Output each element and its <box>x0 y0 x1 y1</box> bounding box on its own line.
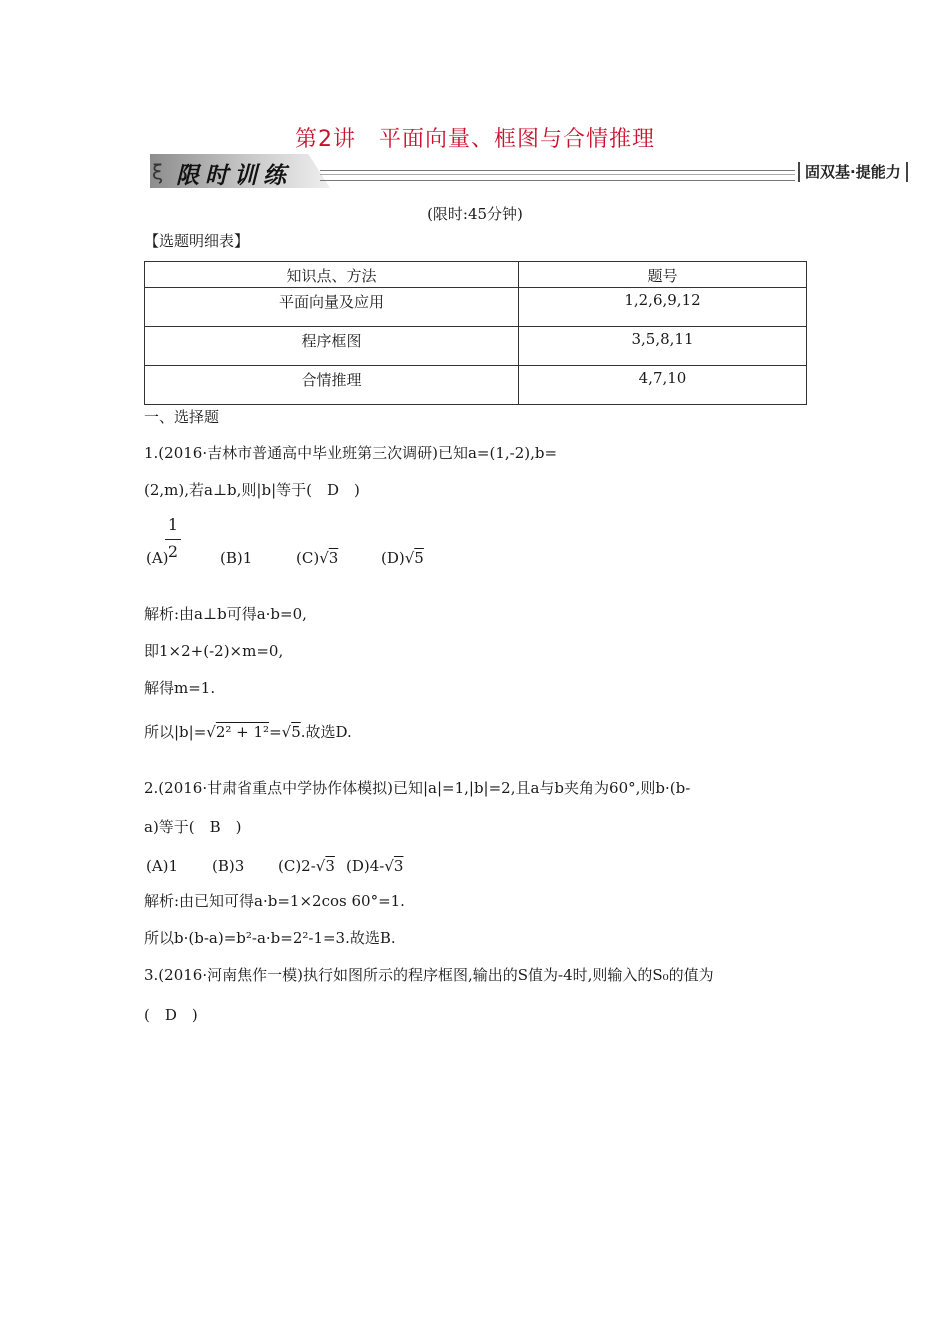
table-header-row <box>145 262 807 288</box>
table-row <box>145 366 807 405</box>
radical-icon: √ <box>404 549 415 567</box>
q2-option-b: (B)3 <box>212 857 245 875</box>
q1-solution-line1: 解析:由a⊥b可得a·b=0, <box>144 605 307 623</box>
table-cell: 程序框图 <box>145 327 519 366</box>
section-title: 一、选择题 <box>144 408 220 426</box>
q1-solution-line3: 解得m=1. <box>144 679 216 697</box>
q2-option-c-label: (C)2- <box>278 857 316 875</box>
q1-option-c-label: (C) <box>296 549 320 567</box>
table-cell: 1,2,6,9,12 <box>519 288 807 327</box>
q1-option-d-label: (D) <box>381 549 405 567</box>
q2-option-c <box>278 857 335 875</box>
q2-solution-line2: 所以b·(b-a)=b²-a·b=2²-1=3.故选B. <box>144 929 396 947</box>
q1-sol4-suffix: .故选D. <box>300 723 352 741</box>
q1-frac-numerator: 1 <box>167 515 179 534</box>
q1-option-d <box>381 549 424 567</box>
table-header-cell: 题号 <box>519 262 807 288</box>
table-cell: 合情推理 <box>145 366 519 405</box>
q1-stem-line1: 1.(2016·吉林市普通高中毕业班第三次调研)已知a=(1,-2),b= <box>144 444 558 462</box>
radical-icon: √ <box>315 857 326 875</box>
radical-icon: √ <box>319 549 329 567</box>
radical-icon: √ <box>206 723 216 741</box>
q1-stem-line2: (2,m),若a⊥b,则|b|等于( D ) <box>144 481 360 499</box>
radical-icon: √ <box>384 857 394 875</box>
q1-frac-denominator: 2 <box>167 542 179 561</box>
q1-sol4-equals: = <box>269 723 282 741</box>
q2-option-c-radicand: 3 <box>325 857 335 875</box>
page-title: 第2讲 平面向量、框图与合情推理 <box>295 127 655 152</box>
swirl-icon: ξ <box>152 160 164 184</box>
banner-rule <box>320 170 795 181</box>
q2-option-d-radicand: 3 <box>393 857 404 875</box>
q2-stem-line2: a)等于( B ) <box>144 818 242 836</box>
fraction-bar <box>165 539 181 540</box>
banner-label: 限时训练 <box>176 163 292 189</box>
q2-solution-line1: 解析:由已知可得a·b=1×2cos 60°=1. <box>144 892 405 910</box>
q2-stem-line1: 2.(2016·甘肃省重点中学协作体模拟)已知|a|=1,|b|=2,且a与b夹角为60°,则b·(b- <box>144 779 691 797</box>
radical-icon: √ <box>281 723 292 741</box>
q1-option-b: (B)1 <box>220 549 253 567</box>
table-heading: 【选题明细表】 <box>144 232 250 250</box>
table-cell: 平面向量及应用 <box>145 288 519 327</box>
q1-sol4-radicand2: 5 <box>291 723 301 741</box>
q2-option-a: (A)1 <box>146 857 179 875</box>
q2-option-d <box>346 857 403 875</box>
q1-sol4-prefix: 所以|b|= <box>144 723 207 741</box>
section-banner <box>150 154 930 190</box>
q3-stem-line1: 3.(2016·河南焦作一模)执行如图所示的程序框图,输出的S值为-4时,则输入的S₀的值为 <box>144 966 714 984</box>
table-cell: 3,5,8,11 <box>519 327 807 366</box>
q2-option-d-label: (D)4- <box>346 857 385 875</box>
q1-solution-line2: 即1×2+(-2)×m=0, <box>144 642 284 660</box>
q1-option-a-label: (A) <box>146 549 169 567</box>
banner-tag: 固双基·提能力 <box>798 162 908 182</box>
table-row <box>145 288 807 327</box>
q1-sol4-radicand: 2² + 1² <box>215 723 270 741</box>
q1-option-d-radicand: 5 <box>414 549 424 567</box>
table-header-cell: 知识点、方法 <box>145 262 519 288</box>
table-cell: 4,7,10 <box>519 366 807 405</box>
time-limit: (限时:45分钟) <box>427 205 523 223</box>
q3-stem-line2: ( D ) <box>144 1006 198 1024</box>
table-row <box>145 327 807 366</box>
selection-table <box>144 261 807 405</box>
q1-option-c-radicand: 3 <box>328 549 339 567</box>
q1-option-c <box>296 549 338 567</box>
q1-solution-line4 <box>144 721 352 742</box>
